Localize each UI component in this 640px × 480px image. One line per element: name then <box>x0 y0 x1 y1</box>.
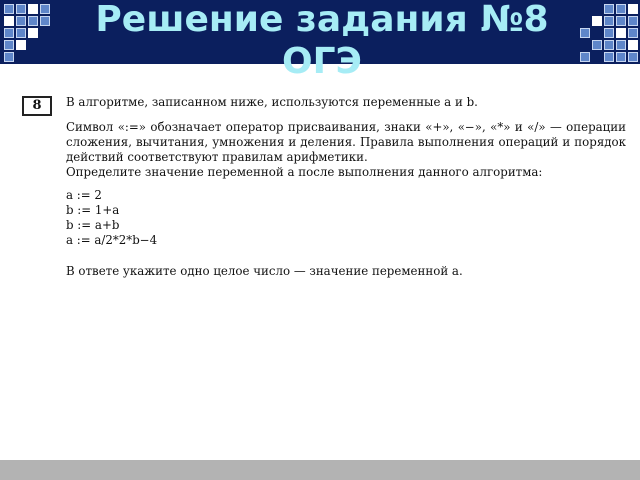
footer-bar <box>0 460 640 480</box>
task-number-badge: 8 <box>22 96 52 116</box>
task-question: Определите значение переменной a после выполнения данного алгоритма: <box>66 165 543 179</box>
task-intro: В алгоритме, записанном ниже, используются переменные a и b. <box>66 95 478 109</box>
algorithm-code <box>66 188 157 248</box>
code-line: b := a+b <box>66 218 120 232</box>
code-line: b := 1+a <box>66 203 120 217</box>
code-line: a := 2 <box>66 188 102 202</box>
task-description <box>66 120 626 180</box>
page-subtitle: ОГЭ <box>282 41 362 82</box>
task-description-rules: Символ «:=» обозначает оператор присваивания, знаки «+», «−», «*» и «/» — операции сложения, вычитания, умножения и деления. Правила выполнения операций и порядок действий соответствуют правилам арифметики. <box>66 120 626 164</box>
answer-prompt: В ответе укажите одно целое число — значение переменной a. <box>66 264 463 278</box>
page-title: Решение задания №8 <box>95 0 549 40</box>
code-line: a := a/2*2*b−4 <box>66 233 158 247</box>
